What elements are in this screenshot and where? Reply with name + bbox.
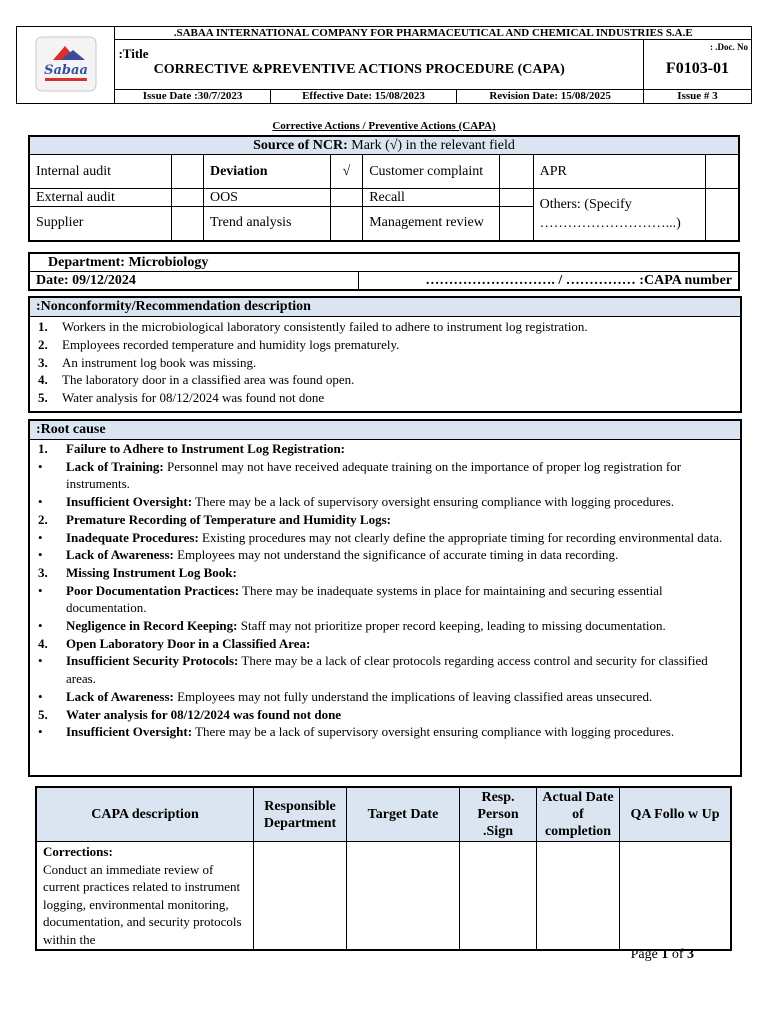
root-cause-title: :Root cause [30,421,740,440]
nonconformity-item [36,318,734,336]
source-header [29,136,739,155]
item-number: 2. [38,336,48,352]
resp-person-sign-header: Resp. Person .Sign [460,787,537,842]
nonconformity-title: :Nonconformity/Recommendation description [30,298,740,317]
management-review-checkbox[interactable] [500,207,533,241]
doc-no: F0103-01 [665,60,730,78]
bullet-text: There may be inadequate systems in place for maintaining and securing essential documentation. [66,582,663,616]
root-cause-bullet [36,688,734,706]
capa-table [35,786,732,951]
oos-label: OOS [203,189,330,207]
management-review-label: Management review [363,207,500,241]
root-cause-heading [36,635,734,653]
supplier-label: Supplier [29,207,171,241]
root-cause-heading-text: Missing Instrument Log Book: [66,564,237,580]
external-audit-label: External audit [29,189,171,207]
oos-checkbox[interactable] [330,189,362,207]
corrections-label: Corrections: [43,844,113,859]
qa-follow-up-cell[interactable] [620,842,732,951]
root-cause-bullet [36,617,734,635]
root-cause-bullet [36,458,734,493]
nonconformity-item [36,354,734,372]
root-cause-list [30,440,740,741]
customer-complaint-checkbox[interactable] [500,155,533,189]
root-cause-bullet [36,723,734,741]
root-cause-number: 3. [38,564,48,580]
nonconformity-item [36,371,734,389]
actual-date-header: Actual Date of completion [537,787,620,842]
logo-cell [17,27,115,104]
revision-date: Revision Date: 15/08/2025 [457,89,644,103]
root-cause-heading-text: Water analysis for 08/12/2024 was found not done [66,706,342,722]
document-title: CORRECTIVE &PREVENTIVE ACTIONS PROCEDURE (CAPA) [153,62,565,78]
bullet-label: Lack of Awareness: [66,688,174,704]
bullet-text: Employees may not understand the significance of accurate timing in data recording. [173,547,619,563]
issue-number: Issue # 3 [643,89,751,103]
bullet-text: Existing procedures may not clearly define the appropriate timing for recording environmental data. [198,529,723,545]
qa-follow-up-header: QA Follo w Up [620,787,732,842]
capa-number[interactable]: ………………………. / …………… :CAPA number [359,272,740,291]
department: Department: Microbiology [29,253,739,272]
deviation-label: Deviation [203,155,330,189]
root-cause-section [28,419,742,777]
title-cell [115,40,644,90]
bullet-label: Negligence in Record Keeping: [66,618,238,634]
resp-person-sign-cell[interactable] [460,842,537,951]
item-number: 5. [38,390,48,406]
root-cause-number: 1. [38,441,48,456]
root-cause-number: 2. [38,511,48,527]
page-label: Page [630,947,662,962]
date: Date: 09/12/2024 [29,272,359,291]
root-cause-heading-text: Premature Recording of Temperature and Humidity Logs: [66,511,391,527]
root-cause-bullet [36,652,734,687]
responsible-department-header: Responsible Department [254,787,347,842]
target-date-header: Target Date [347,787,460,842]
item-text: Workers in the microbiological laboratory consistently failed to adhere to instrument log registration. [62,319,588,334]
page-number [631,947,694,963]
issue-date: Issue Date :30/7/2023 [115,89,270,103]
item-number: 4. [38,372,48,388]
external-audit-checkbox[interactable] [171,189,203,207]
item-text: The laboratory door in a classified area was found open. [62,372,355,388]
internal-audit-checkbox[interactable] [171,155,203,189]
supplier-checkbox[interactable] [171,207,203,241]
customer-complaint-label: Customer complaint [363,155,500,189]
current-page: 1 [661,947,669,962]
root-cause-bullet [36,493,734,511]
trend-analysis-label: Trend analysis [203,207,330,241]
capa-description-header: CAPA description [36,787,254,842]
apr-label: APR [533,155,705,189]
actual-date-cell[interactable] [537,842,620,951]
effective-date: Effective Date: 15/08/2023 [270,89,457,103]
item-text: Employees recorded temperature and humidity logs prematurely. [62,336,400,352]
recall-checkbox[interactable] [500,189,533,207]
deviation-checkbox[interactable]: √ [330,155,362,189]
root-cause-bullet [36,582,734,617]
apr-checkbox[interactable] [706,155,740,189]
root-cause-number: 4. [38,635,48,651]
item-text: An instrument log book was missing. [62,354,257,370]
root-cause-heading-text: Failure to Adhere to Instrument Log Registration: [66,441,345,456]
bullet-label: Insufficient Oversight: [66,724,193,740]
nonconformity-list [30,317,740,408]
total-pages: 3 [687,947,694,962]
root-cause-heading [36,511,734,529]
source-of-ncr-table [28,135,740,242]
bullet-text: There may be a lack of supervisory oversight ensuring compliance with logging procedures. [192,494,675,510]
nonconformity-section [28,296,742,413]
bullet-text: Personnel may not have received adequate training on the importance of proper log registration for instruments. [66,458,682,492]
nonconformity-item [36,336,734,354]
nonconformity-item [36,389,734,407]
others-label: Others: (Specify ………………………...) [533,189,705,241]
responsible-department-cell[interactable] [254,842,347,951]
doc-no-cell [643,40,751,90]
root-cause-number: 5. [38,706,48,722]
bullet-label: Inadequate Procedures: [66,529,199,545]
others-checkbox[interactable] [706,189,740,241]
bullet-label: Insufficient Security Protocols: [66,653,239,669]
bullet-text: Staff may not prioritize proper record keeping, leading to missing documentation. [237,618,666,634]
source-header-rest: Mark (√) in the relevant field [347,137,515,153]
page-of: of [668,947,687,962]
item-number: 3. [38,354,48,370]
recall-label: Recall [363,189,500,207]
item-number: 1. [38,319,48,334]
root-cause-heading [36,564,734,582]
root-cause-heading-text: Open Laboratory Door in a Classified Area: [66,635,311,651]
root-cause-bullet [36,546,734,564]
item-text: Water analysis for 08/12/2024 was found not done [62,390,325,406]
company-name: .SABAA INTERNATIONAL COMPANY FOR PHARMACEUTICAL AND CHEMICAL INDUSTRIES S.A.E [115,27,752,40]
bullet-label: Lack of Awareness: [66,547,174,563]
bullet-label: Poor Documentation Practices: [66,582,240,598]
target-date-cell[interactable] [347,842,460,951]
root-cause-heading [36,440,734,458]
sabaa-logo-icon [35,36,97,92]
bullet-label: Insufficient Oversight: [66,494,193,510]
source-header-bold: Source of NCR: [253,137,348,153]
capa-caption: Corrective Actions / Preventive Actions (CAPA) [272,120,496,132]
internal-audit-label: Internal audit [29,155,171,189]
bullet-text: Employees may not fully understand the implications of leaving classified areas unsecured. [173,688,653,704]
logo-text: Sabaa [43,62,88,78]
document-header [16,26,752,104]
corrections-cell [36,842,254,951]
title-label: :Title [118,46,149,62]
bullet-text: There may be a lack of clear protocols regarding access control and security for classified areas. [66,653,708,687]
bullet-text: There may be a lack of supervisory oversight ensuring compliance with logging procedures. [192,724,675,740]
bullet-label: Lack of Training: [66,458,164,474]
root-cause-heading [36,706,734,724]
doc-no-label: : .Doc. No [710,42,748,53]
root-cause-bullet [36,529,734,547]
trend-analysis-checkbox[interactable] [330,207,362,241]
corrections-text: Conduct an immediate review of current practices related to instrument logging, environmental monitoring, documentation, and security protocols within the [43,861,242,947]
department-table [28,252,740,291]
